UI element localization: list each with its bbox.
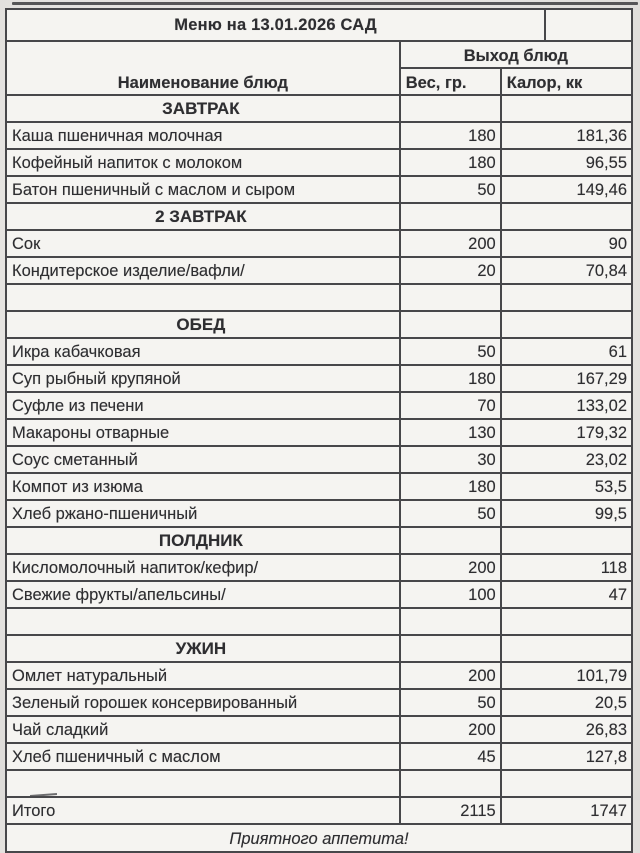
dish-name: Чай сладкий xyxy=(6,716,400,743)
empty-row xyxy=(6,608,632,635)
menu-item-row xyxy=(6,365,632,392)
dish-calories xyxy=(501,311,632,338)
footer-note: Приятного аппетита! xyxy=(6,824,632,852)
dish-calories: 23,02 xyxy=(501,446,632,473)
scan-edge-line xyxy=(12,2,638,5)
dish-weight xyxy=(400,770,501,797)
dish-name xyxy=(6,770,400,797)
menu-item-row xyxy=(6,176,632,203)
dish-name: Хлеб пшеничный с маслом xyxy=(6,743,400,770)
dish-weight xyxy=(400,203,501,230)
menu-item-row xyxy=(6,446,632,473)
dish-name: Соус сметанный xyxy=(6,446,400,473)
empty-row xyxy=(6,770,632,797)
dish-name xyxy=(6,284,400,311)
dish-calories xyxy=(501,608,632,635)
header-row-top xyxy=(6,41,632,68)
dish-weight: 200 xyxy=(400,554,501,581)
dish-weight xyxy=(400,311,501,338)
title-side-empty-cell xyxy=(545,9,632,41)
dish-name: Кофейный напиток с молоком xyxy=(6,149,400,176)
dish-weight: 180 xyxy=(400,365,501,392)
dish-calories: 118 xyxy=(501,554,632,581)
dish-weight: 130 xyxy=(400,419,501,446)
dish-weight: 2115 xyxy=(400,797,501,824)
col-header-calories: Калор, кк xyxy=(501,68,632,95)
menu-item-row xyxy=(6,149,632,176)
dish-calories: 1747 xyxy=(501,797,632,824)
menu-item-row xyxy=(6,662,632,689)
dish-weight: 30 xyxy=(400,446,501,473)
dish-weight: 50 xyxy=(400,689,501,716)
dish-weight: 50 xyxy=(400,338,501,365)
dish-calories: 133,02 xyxy=(501,392,632,419)
section-row xyxy=(6,203,632,230)
section-row xyxy=(6,95,632,122)
dish-name: Зеленый горошек консервированный xyxy=(6,689,400,716)
dish-calories: 101,79 xyxy=(501,662,632,689)
menu-rows xyxy=(6,95,632,824)
dish-calories xyxy=(501,770,632,797)
dish-name: 2 ЗАВТРАК xyxy=(6,203,400,230)
menu-item-row xyxy=(6,716,632,743)
dish-calories xyxy=(501,95,632,122)
dish-name: Суфле из печени xyxy=(6,392,400,419)
dish-name: Свежие фрукты/апельсины/ xyxy=(6,581,400,608)
col-header-name: Наименование блюд xyxy=(6,41,400,95)
section-row xyxy=(6,311,632,338)
col-header-output: Выход блюд xyxy=(400,41,632,68)
dish-calories: 96,55 xyxy=(501,149,632,176)
menu-item-row xyxy=(6,122,632,149)
dish-name: Каша пшеничная молочная xyxy=(6,122,400,149)
dish-calories: 179,32 xyxy=(501,419,632,446)
menu-item-row xyxy=(6,419,632,446)
dish-name: Омлет натуральный xyxy=(6,662,400,689)
dish-calories: 181,36 xyxy=(501,122,632,149)
section-row xyxy=(6,635,632,662)
dish-weight: 20 xyxy=(400,257,501,284)
dish-name: Макароны отварные xyxy=(6,419,400,446)
dish-calories: 26,83 xyxy=(501,716,632,743)
dish-name: УЖИН xyxy=(6,635,400,662)
dish-weight: 180 xyxy=(400,473,501,500)
dish-name: Суп рыбный крупяной xyxy=(6,365,400,392)
menu-item-row xyxy=(6,473,632,500)
menu-item-row xyxy=(6,554,632,581)
footer-row xyxy=(6,824,632,852)
dish-calories: 127,8 xyxy=(501,743,632,770)
menu-item-row xyxy=(6,392,632,419)
dish-weight: 200 xyxy=(400,230,501,257)
menu-item-row xyxy=(6,743,632,770)
dish-weight: 50 xyxy=(400,500,501,527)
menu-item-row xyxy=(6,500,632,527)
dish-calories: 90 xyxy=(501,230,632,257)
dish-name: Кисломолочный напиток/кефир/ xyxy=(6,554,400,581)
dish-calories: 47 xyxy=(501,581,632,608)
dish-calories: 99,5 xyxy=(501,500,632,527)
dish-calories: 167,29 xyxy=(501,365,632,392)
dish-calories: 149,46 xyxy=(501,176,632,203)
dish-name: Сок xyxy=(6,230,400,257)
dish-weight: 180 xyxy=(400,122,501,149)
dish-calories: 61 xyxy=(501,338,632,365)
dish-weight: 50 xyxy=(400,176,501,203)
dish-name: ПОЛДНИК xyxy=(6,527,400,554)
dish-weight xyxy=(400,284,501,311)
dish-weight: 200 xyxy=(400,716,501,743)
total-row xyxy=(6,797,632,824)
dish-weight xyxy=(400,527,501,554)
dish-name: Итого xyxy=(6,797,400,824)
menu-title: Меню на 13.01.2026 САД xyxy=(6,9,545,41)
dish-calories xyxy=(501,203,632,230)
dish-name xyxy=(6,608,400,635)
menu-item-row xyxy=(6,581,632,608)
dish-weight xyxy=(400,95,501,122)
dish-weight xyxy=(400,608,501,635)
col-header-weight: Вес, гр. xyxy=(400,68,501,95)
section-row xyxy=(6,527,632,554)
dish-weight: 200 xyxy=(400,662,501,689)
menu-item-row xyxy=(6,689,632,716)
dish-weight xyxy=(400,635,501,662)
dish-weight: 45 xyxy=(400,743,501,770)
menu-item-row xyxy=(6,230,632,257)
empty-row xyxy=(6,284,632,311)
menu-item-row xyxy=(6,257,632,284)
title-row xyxy=(6,9,632,41)
dish-name: ЗАВТРАК xyxy=(6,95,400,122)
dish-name: Икра кабачковая xyxy=(6,338,400,365)
menu-table xyxy=(5,8,633,853)
dish-calories: 70,84 xyxy=(501,257,632,284)
dish-calories xyxy=(501,635,632,662)
dish-name: Хлеб ржано-пшеничный xyxy=(6,500,400,527)
dish-weight: 70 xyxy=(400,392,501,419)
dish-name: ОБЕД xyxy=(6,311,400,338)
dish-calories xyxy=(501,284,632,311)
dish-calories: 53,5 xyxy=(501,473,632,500)
dish-name: Компот из изюма xyxy=(6,473,400,500)
dish-calories: 20,5 xyxy=(501,689,632,716)
dish-calories xyxy=(501,527,632,554)
dish-name: Кондитерское изделие/вафли/ xyxy=(6,257,400,284)
dish-weight: 180 xyxy=(400,149,501,176)
dish-name: Батон пшеничный с маслом и сыром xyxy=(6,176,400,203)
dish-weight: 100 xyxy=(400,581,501,608)
menu-item-row xyxy=(6,338,632,365)
